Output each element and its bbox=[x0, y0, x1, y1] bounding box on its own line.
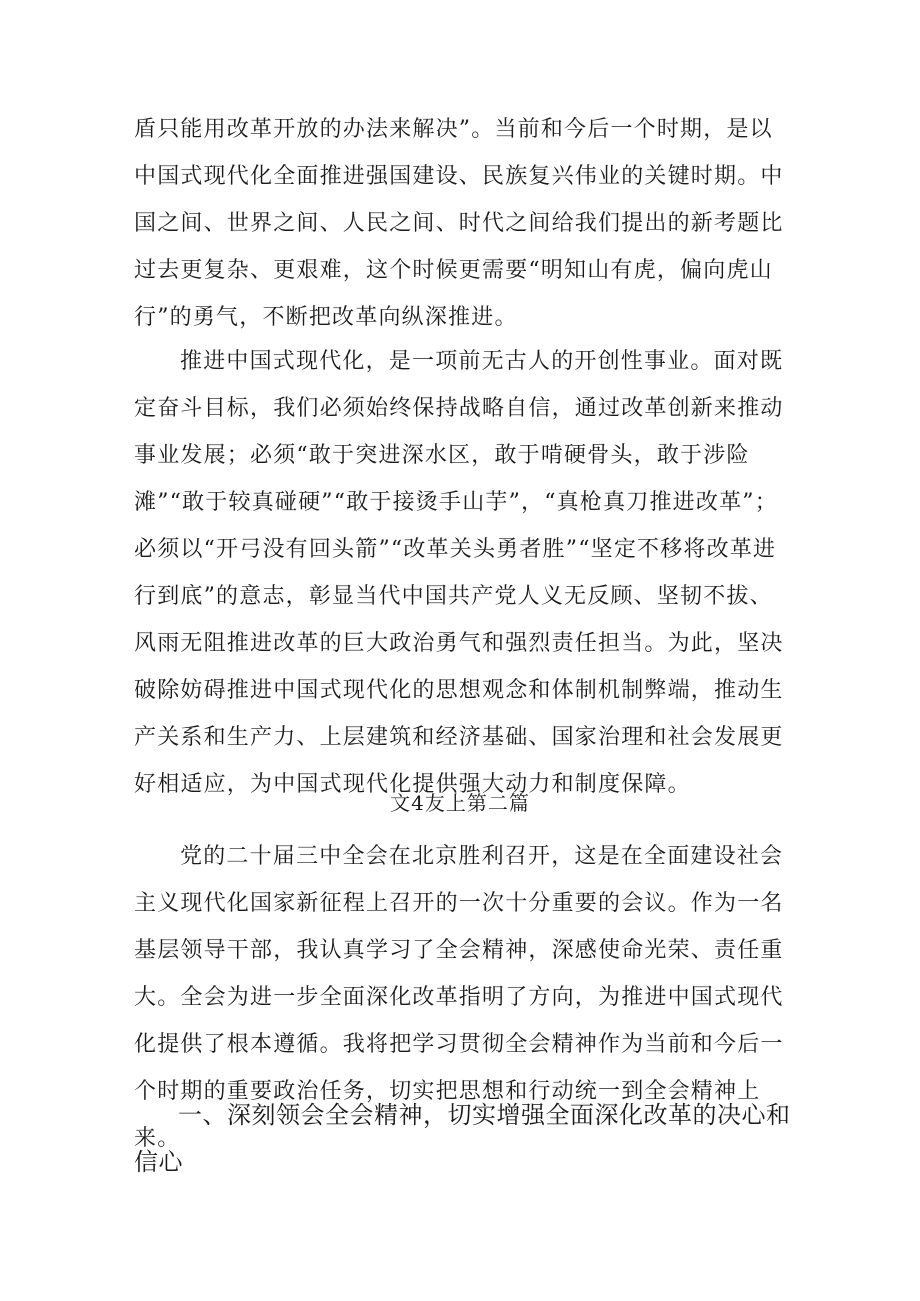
section-heading: 一、深刻领会全会精神，切实增强全面深化改革的决心和信心 bbox=[134, 1101, 791, 1176]
body-paragraph: 党的二十届三中全会在北京胜利召开，这是在全面建设社会主义现代化国家新征程上召开的一次十分重要的会议。作为一名基层领导干部，我认真学习了全会精神，深感使命光荣、责任重大。全会为进一步全面深化改革指明了方向，为推进中国式现代化提供了根本遵循。我将把学习贯彻全会精神作为当前和今后一个时期的重要政治任务，切实把思想和行动统一到全会精神上来。 bbox=[134, 844, 784, 1151]
section-title: 文4友上第二篇 bbox=[390, 791, 530, 815]
body-paragraph: 推进中国式现代化，是一项前无古人的开创性事业。面对既定奋斗目标，我们必须始终保持战略自信，通过改革创新来推动事业发展；必须“敢于突进深水区，敢于啃硬骨头，敢于涉险滩”“敢于较真碰硬”“敢于接烫手山芋”，“真枪真刀推进改革”；必须以“开弓没有回头箭”“改革关头勇者胜”“坚定不移将改革进行到底”的意志，彰显当代中国共产党人义无反顾、坚韧不拔、风雨无阻推进改革的巨大政治勇气和强烈责任担当。为此，坚决破除妨碍推进中国式现代化的思想观念和体制机制弊端，推动生产关系和生产力、上层建筑和经济基础、国家治理和社会发展更好相适应，为中国式现代化提供强大动力和制度保障。 bbox=[134, 349, 784, 797]
body-paragraph: 盾只能用改革开放的办法来解决”。当前和今后一个时期，是以中国式现代化全面推进强国建设、民族复兴伟业的关键时期。中国之间、世界之间、人民之间、时代之间给我们提出的新考题比过去更复杂、更艰难，这个时候更需要“明知山有虎，偏向虎山行”的勇气，不断把改革向纵深推进。 bbox=[134, 117, 784, 330]
